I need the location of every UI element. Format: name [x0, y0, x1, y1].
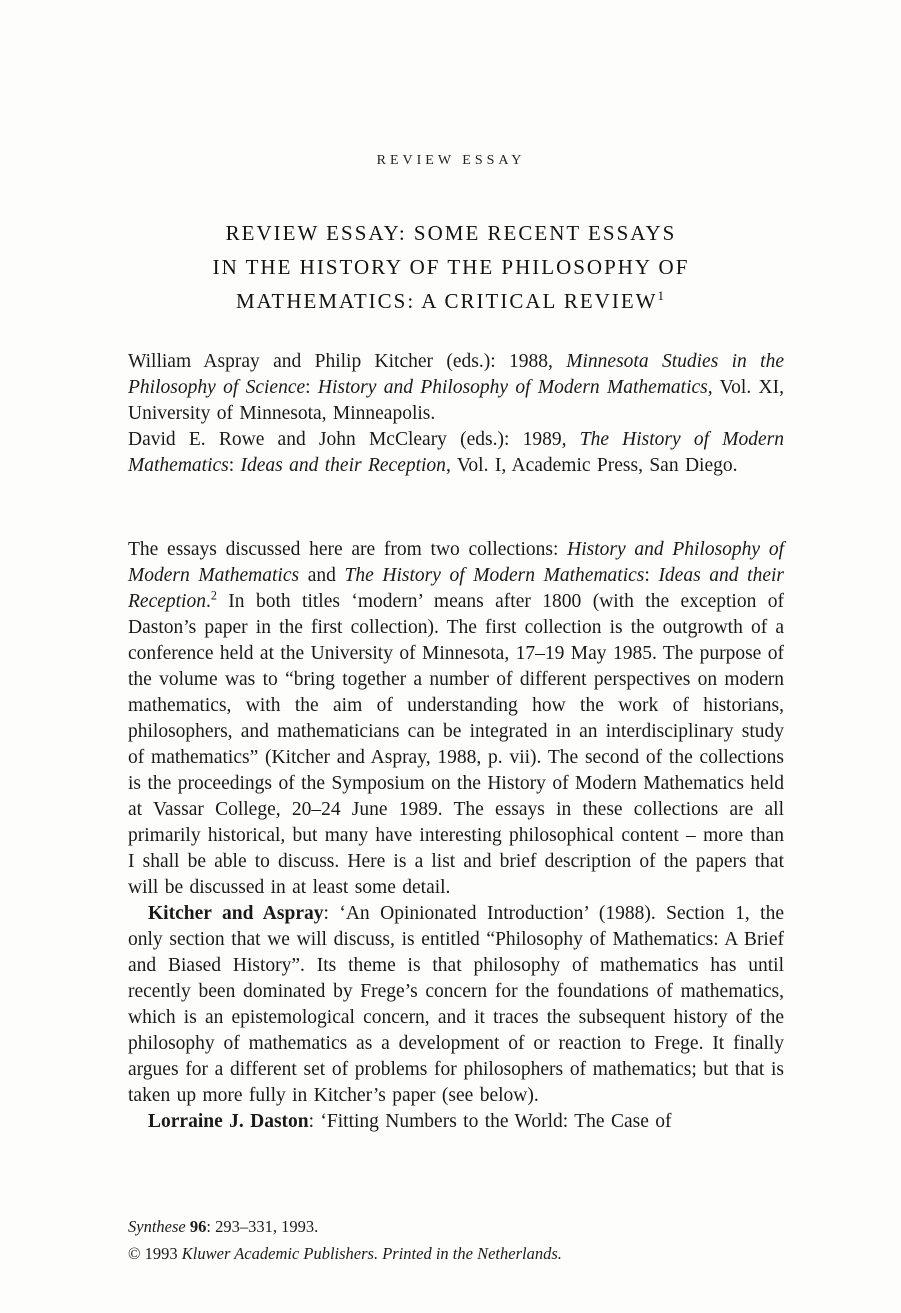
text-run: Ideas and their Reception — [240, 455, 446, 476]
copyright-line — [128, 1241, 784, 1268]
text-run: Synthese — [128, 1217, 186, 1236]
text-run: : ‘An Opinionated Introduction’ (1988). Section 1, the only section that we will discuss, is entitled “Philosophy of Mathematics: A Brief and Biased History”. Its theme is that philosophy of mathematics has until recently been dominated by Frege’s concern for the foundations of mathematics, which is an epistemological concern, and it traces the subsequent history of the philosophy of mathematics as a development of or reaction to Frege. It finally argues for a different set of problems for philosophers of mathematics; but that is taken up more fully in Kitcher’s paper (see below). — [128, 903, 784, 1106]
text-run: , Vol. XI, University of Minnesota, Minneapolis. — [128, 377, 785, 424]
article-body — [128, 537, 784, 1135]
text-run: The essays discussed here are from two collections: — [128, 539, 568, 560]
text-run: : — [228, 455, 241, 476]
text-run: History and Philosophy of Modern Mathematics — [317, 377, 708, 398]
paragraph — [128, 901, 784, 1109]
article-title-line-3-text: MATHEMATICS: A CRITICAL REVIEW — [236, 289, 658, 313]
text-run: Ideas and their Reception — [128, 565, 785, 612]
text-run: and — [299, 565, 345, 586]
text-run: In both titles ‘modern’ means after 1800 (with the exception of Daston’s paper in the first collection). The first collection is the outgrowth of a conference held at the University of Minnesota, 17–19 May 1985. The purpose of the volume was to “bring together a number of different perspectives on modern mathematics, with the aim of understanding how the work of historians, philosophers, and mathematicians can be integrated in an interdisciplinary study of mathematics” (Kitcher and Aspray, 1988, p. vii). The second of the collections is the proceedings of the Symposium on the History of Modern Mathematics held at Vassar College, 20–24 June 1989. The essays in these collections are all primarily historical, but many have interesting philosophical content – more than I shall be able to discuss. Here is a list and brief description of the papers that will be discussed in at least some detail. — [128, 591, 784, 898]
text-run: 96 — [189, 1217, 207, 1236]
footnote-marker: 1 — [657, 288, 666, 303]
text-run: Minnesota Studies in the Philosophy of Science — [128, 351, 784, 398]
text-run: : ‘Fitting Numbers to the World: The Case of — [308, 1111, 672, 1132]
article-title-line-1: REVIEW ESSAY: SOME RECENT ESSAYS — [225, 221, 677, 245]
text-run: : 293–331, 1993. — [206, 1217, 319, 1236]
journal-citation-line — [128, 1214, 784, 1241]
text-run: Lorraine J. Daston — [148, 1111, 309, 1132]
text-run: Kitcher and Aspray — [148, 903, 324, 924]
text-run: The History of Modern Mathematics — [128, 429, 784, 476]
journal-imprint — [128, 1214, 784, 1267]
bibliography-block — [128, 349, 784, 479]
text-run: The History of Modern Mathematics — [344, 565, 645, 586]
text-run: , Vol. I, Academic Press, San Diego. — [445, 455, 738, 476]
text-run: © 1993 — [128, 1243, 182, 1263]
footnote-marker: 2 — [210, 588, 217, 603]
text-run: : — [305, 377, 318, 398]
paragraph — [128, 427, 784, 479]
article-title-line-3 — [106, 284, 796, 318]
text-run: Kluwer Academic Publishers. Printed in the Netherlands. — [181, 1243, 562, 1263]
article-title-line-2: IN THE HISTORY OF THE PHILOSOPHY OF — [212, 255, 690, 279]
text-run: : — [644, 565, 659, 586]
article-title — [106, 216, 796, 318]
running-head: REVIEW ESSAY — [376, 153, 526, 168]
paragraph — [128, 537, 784, 901]
text-run: . — [205, 591, 211, 612]
paragraph — [128, 1109, 784, 1135]
text-run: William Aspray and Philip Kitcher (eds.): 1988, — [128, 351, 567, 372]
text-run: David E. Rowe and John McCleary (eds.): 1989, — [128, 429, 580, 450]
paragraph — [128, 349, 784, 427]
text-run: History and Philosophy of Modern Mathematics — [128, 539, 784, 586]
